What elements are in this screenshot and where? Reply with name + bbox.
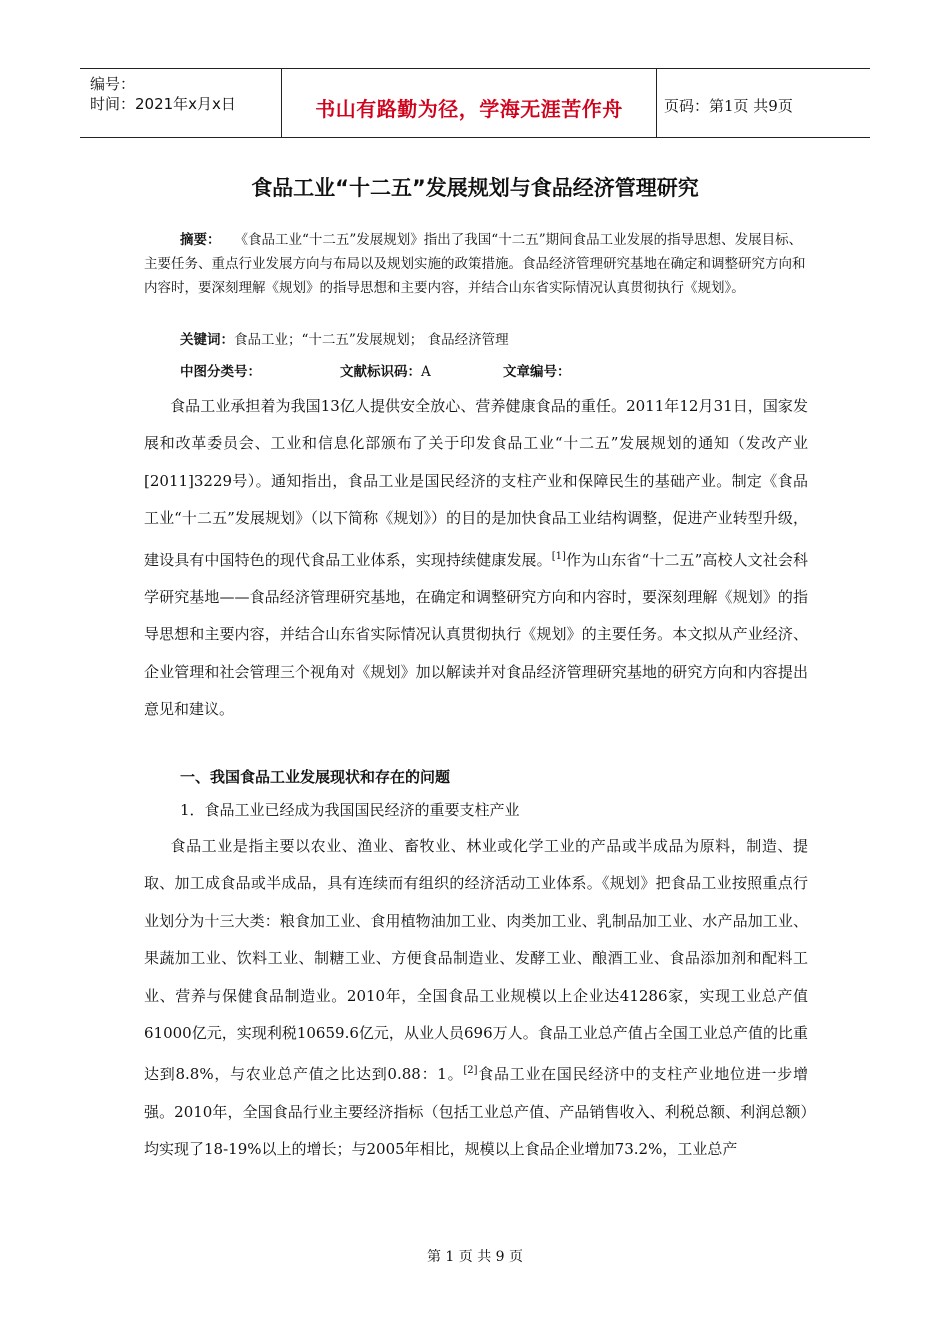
paragraph-2-text-a: 食品工业是指主要以农业、渔业、畜牧业、林业或化学工业的产品或半成品为原料，制造、提取、加工成食品或半成品，具有连续而有组织的经济活动工业体系。《规划》把食品工业按照重点行业划分为十三大类：粮食加工业、食用植物油加工业、肉类加工业、乳制品加工业、水产品加工业、果蔬加工业、饮料工业、制糖工业、方便食品制造业、发酵工业、酿酒工业、食品添加剂和配料工业、营养与保健食品制造业。2010年，全国食品工业规模以上企业达41286家，实现工业总产值61000亿元，实现利税10659.6亿元，从业人员696万人。食品工业总产值占全国工业总产值的比重达到8.8%，与农业总产值之比达到0.88：1。 bbox=[144, 837, 808, 1084]
article-no-label: 文章编号： bbox=[503, 364, 571, 380]
paragraph-1-text-a: 食品工业承担着为我国13亿人提供安全放心、营养健康食品的重任。2011年12月31日，国家发展和改革委员会、工业和信息化部颁布了关于印发食品工业“十二五”发展规划的通知（发改产业[2011]3229号）。通知指出，食品工业是国民经济的支柱产业和保障民生的基础产业。制定《食品工业“十二五”发展规划》（以下简称《规划》）的目的是加快食品工业结构调整，促进产业转型升级，建设具有中国特色的现代食品工业体系，实现持续健康发展。 bbox=[144, 397, 808, 569]
keywords-label: 关键词： bbox=[180, 332, 234, 348]
subsection-heading-1: 1．食品工业已经成为我国国民经济的重要支柱产业 bbox=[180, 801, 520, 819]
abstract bbox=[144, 228, 808, 300]
citation-1: [1] bbox=[551, 550, 566, 562]
keywords bbox=[180, 328, 509, 348]
document-title: 食品工业“十二五”发展规划与食品经济管理研究 bbox=[251, 176, 699, 200]
paragraph-2-text-b: 食品工业在国民经济中的支柱产业地位进一步增强。2010年，全国食品行业主要经济指标（包括工业总产值、产品销售收入、利税总额、利润总额）均实现了18-19%以上的增长；与2005年相比，规模以上食品企业增加73.2%，工业总产 bbox=[144, 1065, 808, 1159]
body-paragraph-2 bbox=[144, 828, 808, 1169]
abstract-text: 《食品工业“十二五”发展规划》指出了我国“十二五”期间食品工业发展的指导思想、发展目标、主要任务、重点行业发展方向与布局以及规划实施的政策措施。食品经济管理研究基地在确定和调整研究方向和内容时，要深刻理解《规划》的指导思想和主要内容，并结合山东省实际情况认真贯彻执行《规划》。 bbox=[144, 232, 806, 296]
paragraph-1-text-b: 作为山东省“十二五”高校人文社会科学研究基地——食品经济管理研究基地，在确定和调整研究方向和内容时，要深刻理解《规划》的指导思想和主要内容，并结合山东省实际情况认真贯彻执行《规划》的主要任务。本文拟从产业经济、企业管理和社会管理三个视角对《规划》加以解读并对食品经济管理研究基地的研究方向和内容提出意见和建议。 bbox=[144, 550, 808, 719]
code-label: 编号： bbox=[90, 75, 136, 93]
header-left-cell bbox=[80, 69, 280, 137]
abstract-label: 摘要： bbox=[180, 232, 221, 248]
citation-2: [2] bbox=[463, 1065, 478, 1077]
page-footer: 第 1 页 共 9 页 bbox=[426, 1249, 524, 1265]
section-heading-1: 一、我国食品工业发展现状和存在的问题 bbox=[180, 768, 451, 786]
header-motto-cell bbox=[281, 69, 657, 137]
body-paragraph-1 bbox=[144, 388, 808, 729]
clc-label: 中图分类号： bbox=[180, 364, 261, 380]
doc-code-value: A bbox=[421, 364, 431, 380]
doc-code bbox=[340, 360, 431, 380]
keywords-text: 食品工业；“十二五”发展规划； 食品经济管理 bbox=[234, 332, 509, 348]
time-label: 时间：2021年x月x日 bbox=[90, 95, 236, 113]
doc-code-label: 文献标识码： bbox=[340, 364, 421, 380]
motto-text: 书山有路勤为径，学海无涯苦作舟 bbox=[315, 97, 623, 121]
header-page-cell bbox=[656, 69, 870, 137]
document-header bbox=[80, 68, 870, 138]
page-info: 页码：第1页 共9页 bbox=[664, 97, 793, 115]
